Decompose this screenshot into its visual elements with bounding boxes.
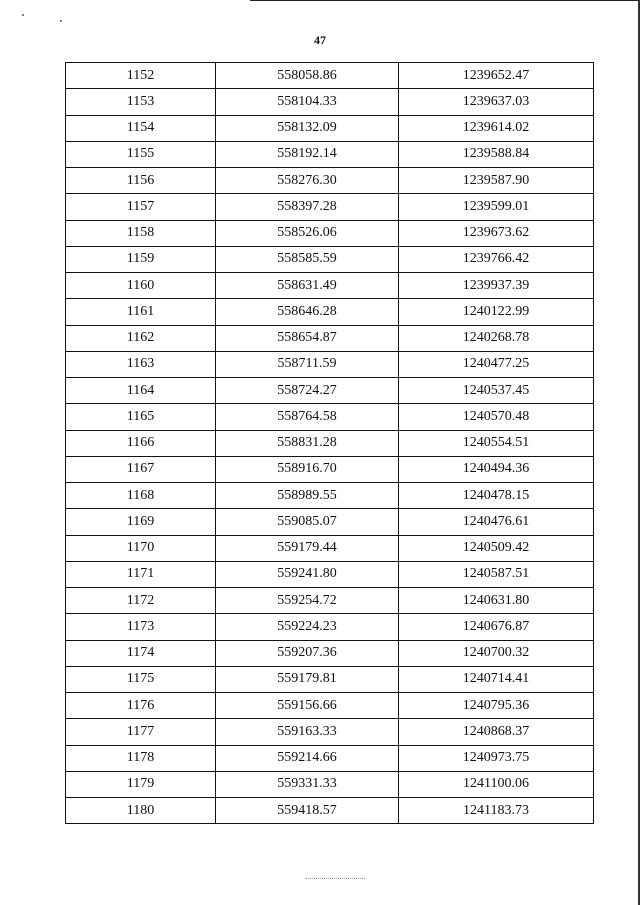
table-row [66,63,594,89]
point-number-cell: 1155 [66,141,216,167]
x-coordinate-cell: 558764.58 [216,404,399,430]
point-number-cell: 1168 [66,483,216,509]
y-coordinate-cell: 1241100.06 [399,771,594,797]
point-number-cell: 1158 [66,220,216,246]
x-coordinate-cell: 558276.30 [216,168,399,194]
point-number-cell: 1153 [66,89,216,115]
point-number-cell: 1170 [66,535,216,561]
x-coordinate-cell: 558397.28 [216,194,399,220]
x-coordinate-cell: 559254.72 [216,588,399,614]
table-row [66,509,594,535]
x-coordinate-cell: 559179.81 [216,666,399,692]
point-number-cell: 1173 [66,614,216,640]
x-coordinate-cell: 558916.70 [216,456,399,482]
table-row [66,719,594,745]
y-coordinate-cell: 1240478.15 [399,483,594,509]
table-row [66,378,594,404]
x-coordinate-cell: 558831.28 [216,430,399,456]
scan-edge-top [250,0,640,1]
table-row [66,483,594,509]
y-coordinate-cell: 1239766.42 [399,246,594,272]
table-row [66,220,594,246]
y-coordinate-cell: 1240570.48 [399,404,594,430]
table-row [66,614,594,640]
table-row [66,246,594,272]
scan-speck [60,20,62,22]
point-number-cell: 1175 [66,666,216,692]
x-coordinate-cell: 558989.55 [216,483,399,509]
table-row [66,430,594,456]
point-number-cell: 1163 [66,351,216,377]
y-coordinate-cell: 1239588.84 [399,141,594,167]
point-number-cell: 1159 [66,246,216,272]
y-coordinate-cell: 1239637.03 [399,89,594,115]
y-coordinate-cell: 1240537.45 [399,378,594,404]
y-coordinate-cell: 1240477.25 [399,351,594,377]
y-coordinate-cell: 1240700.32 [399,640,594,666]
x-coordinate-cell: 559085.07 [216,509,399,535]
table-row [66,666,594,692]
page-number: 47 [314,33,326,47]
x-coordinate-cell: 559163.33 [216,719,399,745]
point-number-cell: 1160 [66,273,216,299]
y-coordinate-cell: 1240973.75 [399,745,594,771]
y-coordinate-cell: 1240795.36 [399,693,594,719]
table-row [66,115,594,141]
x-coordinate-cell: 558711.59 [216,351,399,377]
x-coordinate-cell: 558132.09 [216,115,399,141]
point-number-cell: 1164 [66,378,216,404]
x-coordinate-cell: 558631.49 [216,273,399,299]
y-coordinate-cell: 1240122.99 [399,299,594,325]
y-coordinate-cell: 1239599.01 [399,194,594,220]
y-coordinate-cell: 1239673.62 [399,220,594,246]
point-number-cell: 1174 [66,640,216,666]
point-number-cell: 1162 [66,325,216,351]
point-number-cell: 1154 [66,115,216,141]
x-coordinate-cell: 559241.80 [216,561,399,587]
table-row [66,535,594,561]
point-number-cell: 1166 [66,430,216,456]
y-coordinate-cell: 1240554.51 [399,430,594,456]
table-row [66,273,594,299]
table-row [66,194,594,220]
x-coordinate-cell: 558526.06 [216,220,399,246]
table-row [66,588,594,614]
y-coordinate-cell: 1239587.90 [399,168,594,194]
point-number-cell: 1169 [66,509,216,535]
x-coordinate-cell: 559179.44 [216,535,399,561]
table-row [66,404,594,430]
x-coordinate-cell: 558058.86 [216,63,399,89]
point-number-cell: 1180 [66,798,216,824]
table-row [66,561,594,587]
point-number-cell: 1152 [66,63,216,89]
y-coordinate-cell: 1240587.51 [399,561,594,587]
table-row [66,299,594,325]
point-number-cell: 1156 [66,168,216,194]
y-coordinate-cell: 1240676.87 [399,614,594,640]
y-coordinate-cell: 1240268.78 [399,325,594,351]
table-row [66,798,594,824]
scan-dotted-mark [305,878,365,879]
y-coordinate-cell: 1240868.37 [399,719,594,745]
point-number-cell: 1171 [66,561,216,587]
point-number-cell: 1177 [66,719,216,745]
y-coordinate-cell: 1239614.02 [399,115,594,141]
x-coordinate-cell: 559207.36 [216,640,399,666]
x-coordinate-cell: 559156.66 [216,693,399,719]
point-number-cell: 1167 [66,456,216,482]
table-row [66,640,594,666]
point-number-cell: 1176 [66,693,216,719]
coordinates-table [65,62,594,824]
point-number-cell: 1172 [66,588,216,614]
y-coordinate-cell: 1240714.41 [399,666,594,692]
x-coordinate-cell: 559418.57 [216,798,399,824]
x-coordinate-cell: 558192.14 [216,141,399,167]
y-coordinate-cell: 1240476.61 [399,509,594,535]
y-coordinate-cell: 1240509.42 [399,535,594,561]
table-row [66,456,594,482]
y-coordinate-cell: 1239937.39 [399,273,594,299]
x-coordinate-cell: 558104.33 [216,89,399,115]
point-number-cell: 1157 [66,194,216,220]
table-row [66,89,594,115]
point-number-cell: 1161 [66,299,216,325]
table-row [66,745,594,771]
scan-speck [22,14,24,16]
table-row [66,693,594,719]
y-coordinate-cell: 1240494.36 [399,456,594,482]
x-coordinate-cell: 558646.28 [216,299,399,325]
x-coordinate-cell: 559331.33 [216,771,399,797]
x-coordinate-cell: 558654.87 [216,325,399,351]
table-row [66,168,594,194]
point-number-cell: 1179 [66,771,216,797]
table-row [66,325,594,351]
point-number-cell: 1178 [66,745,216,771]
y-coordinate-cell: 1241183.73 [399,798,594,824]
coordinates-table-body [66,63,594,824]
x-coordinate-cell: 558724.27 [216,378,399,404]
table-row [66,351,594,377]
table-row [66,771,594,797]
table-row [66,141,594,167]
x-coordinate-cell: 559224.23 [216,614,399,640]
y-coordinate-cell: 1240631.80 [399,588,594,614]
x-coordinate-cell: 558585.59 [216,246,399,272]
x-coordinate-cell: 559214.66 [216,745,399,771]
y-coordinate-cell: 1239652.47 [399,63,594,89]
point-number-cell: 1165 [66,404,216,430]
